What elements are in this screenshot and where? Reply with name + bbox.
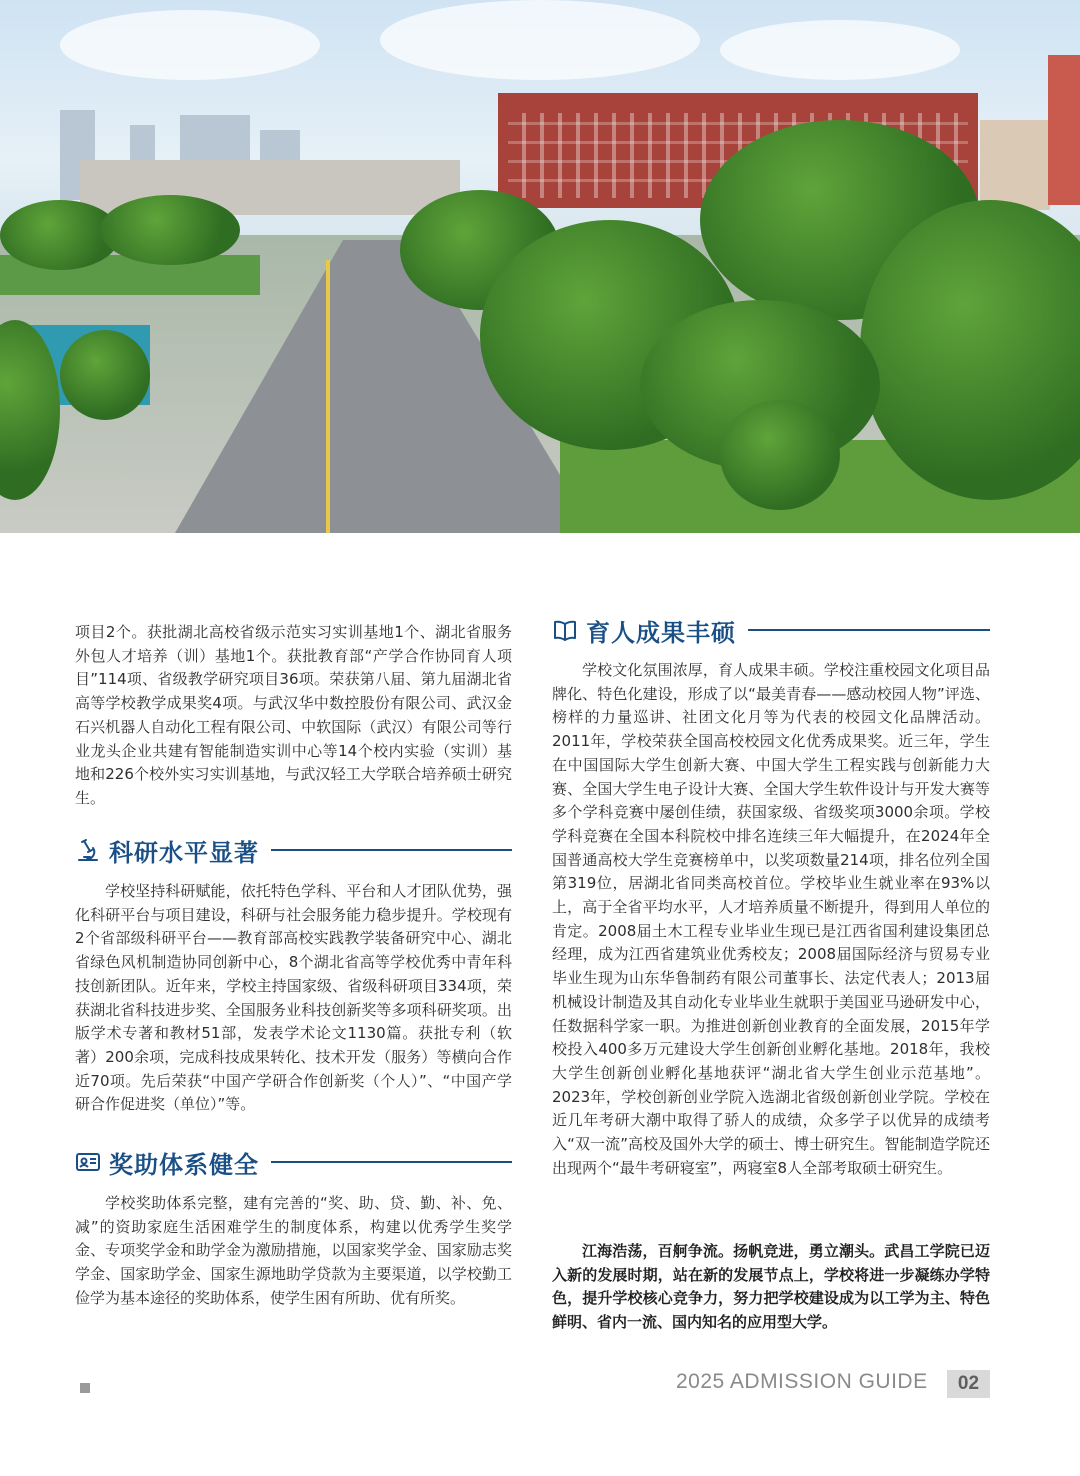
skyscraper [1048, 55, 1080, 205]
financial-aid-title: 奖助体系健全 [109, 1150, 259, 1179]
tree [720, 400, 840, 510]
tree [60, 330, 150, 420]
microscope-icon [75, 837, 101, 863]
admission-guide-title: 2025 ADMISSION GUIDE [676, 1370, 928, 1393]
financial-aid-paragraph-block [75, 1192, 512, 1311]
closing-paragraph-block [552, 1240, 990, 1335]
cloud [380, 0, 700, 80]
id-card-icon [75, 1149, 101, 1175]
heading-rule [748, 629, 990, 631]
cloud [720, 20, 960, 80]
footer-square-marker [80, 1383, 90, 1393]
research-heading [75, 834, 512, 866]
closing-paragraph: 江海浩荡，百舸争流。扬帆竞进，勇立潮头。武昌工学院已迈入新的发展时期，站在新的发展节点上，学校将进一步凝练办学特色，提升学校核心竞争力，努力把学校建设成为以工学为主、特色鲜明、省内一流、国内知名的应用型大学。 [552, 1242, 990, 1332]
education-paragraph-block [552, 659, 990, 1180]
heading-rule [271, 849, 512, 851]
education-paragraph: 学校文化氛围浓厚，育人成果丰硕。学校注重校园文化项目品牌化、特色化建设，形成了以“最美青春——感动校园人物”评选、榜样的力量巡讲、社团文化月等为代表的校园文化品牌活动。2011年，学校荣获全国高校校园文化优秀成果奖。近三年，学生在中国国际大学生创新大赛、中国大学生工程实践与创新能力大赛、全国大学生电子设计大赛、全国大学生软件设计与开发大赛等多个学科竞赛中屡创佳绩，获国家级、省级奖项3000余项。学校学科竞赛在全国本科院校中排名连续三年大幅提升，在2024年全国普通高校大学生竞赛榜单中，以奖项数量214项，排名位列全国第319位，居湖北省同类高校首位。学校毕业生就业率在93%以上，高于全省平均水平，人才培养质量不断提升，得到用人单位的肯定。2008届土木工程专业毕业生现已是江西省国利建设集团总经理，成为江西省建筑业优秀校友；2008届国际经济与贸易专业毕业生现为山东华鲁制药有限公司董事长、法定代表人；2013届机械设计制造及其自动化专业毕业生就职于美国亚马逊研发中心，任数据科学家一职。为推进创新创业教育的全面发展，2015年学校投入400多万元建设大学生创新创业孵化基地。2018年，我校大学生创新创业孵化基地获评“湖北省大学生创业示范基地”。2023年，学校创新创业学院入选湖北省级创新创业学院。学校在近几年考研大潮中取得了骄人的成绩，众多学子以优异的成绩考入“双一流”高校及国外大学的硕士、博士研究生。智能制造学院还出现两个“最牛考研寝室”，两寝室8人全部考取硕士研究生。 [552, 661, 990, 1177]
campus-aerial-photo [0, 0, 1080, 533]
page-number-badge: 02 [947, 1370, 990, 1398]
education-title: 育人成果丰硕 [586, 618, 736, 647]
research-paragraph-block [75, 880, 512, 1117]
open-book-icon [552, 617, 578, 643]
education-heading [552, 614, 990, 646]
financial-aid-heading [75, 1146, 512, 1178]
heading-rule [271, 1161, 512, 1163]
intro-paragraph-block [75, 621, 512, 811]
road-centerline [326, 260, 330, 533]
intro-paragraph: 项目2个。获批湖北高校省级示范实习实训基地1个、湖北省服务外包人才培养（训）基地1个。获批教育部“产学合作协同育人项目”114项、省级教学研究项目36项。荣获第八届、第九届湖北省高等学校教学成果奖4项。与武汉华中数控股份有限公司、武汉金石兴机器人自动化工程有限公司、中软国际（武汉）有限公司等行业龙头企业共建有智能制造实训中心等14个校内实验（实训）基地和226个校外实习实训基地，与武汉轻工大学联合培养硕士研究生。 [75, 623, 512, 807]
research-paragraph: 学校坚持科研赋能，依托特色学科、平台和人才团队优势，强化科研平台与项目建设，科研与社会服务能力稳步提升。学校现有2个省部级科研平台——教育部高校实践教学装备研究中心、湖北省绿色风机制造协同创新中心，8个湖北省高等学校优秀中青年科技创新团队。近年来，学校主持国家级、省级科研项目334项，荣获湖北省科技进步奖、全国服务业科技创新奖等多项科研奖项。出版学术专著和教材51部，发表学术论文1130篇。获批专利（软著）200余项，完成科技成果转化、技术开发（服务）等横向合作近70项。先后荣获“中国产学研合作创新奖（个人）”、“中国产学研合作促进奖（单位）”等。 [75, 882, 512, 1114]
research-title: 科研水平显著 [109, 838, 259, 867]
cloud [60, 10, 320, 80]
skyscraper [980, 120, 1050, 210]
financial-aid-paragraph: 学校奖助体系完整，建有完善的“奖、助、贷、勤、补、免、减”的资助家庭生活困难学生的制度体系，构建以优秀学生奖学金、专项奖学金和助学金为激励措施，以国家奖学金、国家励志奖学金、国家助学金、国家生源地助学贷款为主要渠道，以学校勤工俭学为基本途径的奖助体系，使学生困有所助、优有所奖。 [75, 1194, 512, 1307]
tree [100, 195, 240, 265]
